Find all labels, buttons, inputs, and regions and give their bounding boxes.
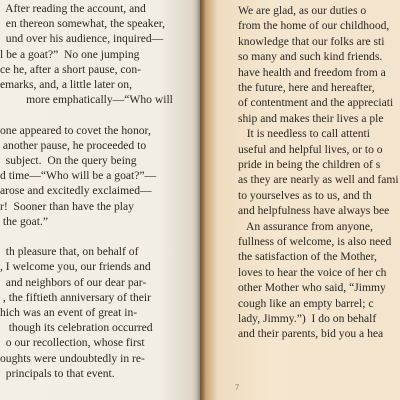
text-line: loves to hear the voice of her ch — [238, 265, 387, 279]
text-line: After reading the account, and — [0, 2, 146, 15]
text-line: more emphatically—“Who will — [0, 93, 173, 107]
text-line: d time—“Who will be a goat?”— — [0, 169, 157, 183]
text-line: An assurance from anyone, — [238, 219, 373, 233]
text-line: arose and excitedly exclaimed— — [0, 184, 152, 198]
text-line: und over his audience, inquired— — [0, 32, 164, 46]
page-number: 7 — [235, 383, 239, 392]
text-line: , I welcome you, our friends and — [0, 260, 151, 274]
text-line: the goat.” — [0, 214, 48, 228]
text-line: the future, here and hereafter, — [238, 81, 375, 94]
text-line: r! Sooner than have the play — [0, 199, 134, 213]
text-line: th pleasure that, on behalf of — [0, 245, 139, 259]
text-line: ce he, after a short pause, con- — [0, 62, 141, 76]
text-line: as they are nearly as well and fami — [238, 173, 399, 187]
text-line: fullness of welcome, is also need — [238, 235, 392, 248]
text-line: and neighbors of our dear par- — [0, 275, 147, 289]
text-line: lady, Jimmy.”) I do on behalf — [238, 312, 377, 325]
text-line: so many and such kind friends. — [238, 50, 383, 64]
text-line: It is needless to call attenti — [238, 127, 371, 141]
text-line: another pause, he proceeded to — [0, 138, 147, 152]
text-line: useful and helpful lives, or to o — [238, 142, 383, 156]
text-line: and their parents, bid you a hea — [238, 327, 384, 341]
book-gutter — [196, 0, 206, 400]
right-page — [200, 0, 400, 400]
text-line: pride in being the children of s — [238, 158, 381, 171]
text-line: principals to that event. — [0, 366, 115, 380]
text-line: have health and freedom from a — [238, 65, 386, 79]
text-line: oughts were undoubtedly in re- — [0, 351, 145, 365]
text-line: subject. On the query being — [0, 154, 137, 167]
text-line: hich was an event of great in- — [0, 306, 138, 319]
text-line: other Mother who said, “Jimmy — [238, 281, 386, 295]
text-line: en thereon somewhat, the speaker, — [0, 17, 166, 31]
text-line: ship and makes their lives a ple — [238, 111, 384, 125]
text-line: one appeared to covet the honor, — [0, 123, 151, 137]
text-line: emarks, and, a little later on, — [0, 78, 132, 91]
text-line: , the fiftieth anniversary of their — [0, 290, 151, 304]
text-line: from the home of our childhood, — [238, 19, 390, 33]
text-line: of contentment and the appreciati — [238, 96, 394, 110]
text-line: o our recollection, whose first — [0, 336, 145, 350]
text-line: knowledge that our folks are sti — [238, 34, 385, 48]
text-line: to yourselves as to us, and th — [238, 188, 372, 202]
text-line: and helpfulness have always bee — [238, 204, 390, 218]
text-line: though its celebration occurred — [0, 321, 153, 335]
text-line: the satisfaction of the Mother, — [238, 250, 377, 264]
text-line: l be a goat?” No one jumping — [0, 47, 140, 61]
text-line: cough like an empty barrel; c — [238, 296, 374, 310]
text-line: We are glad, as our duties o — [238, 4, 367, 17]
